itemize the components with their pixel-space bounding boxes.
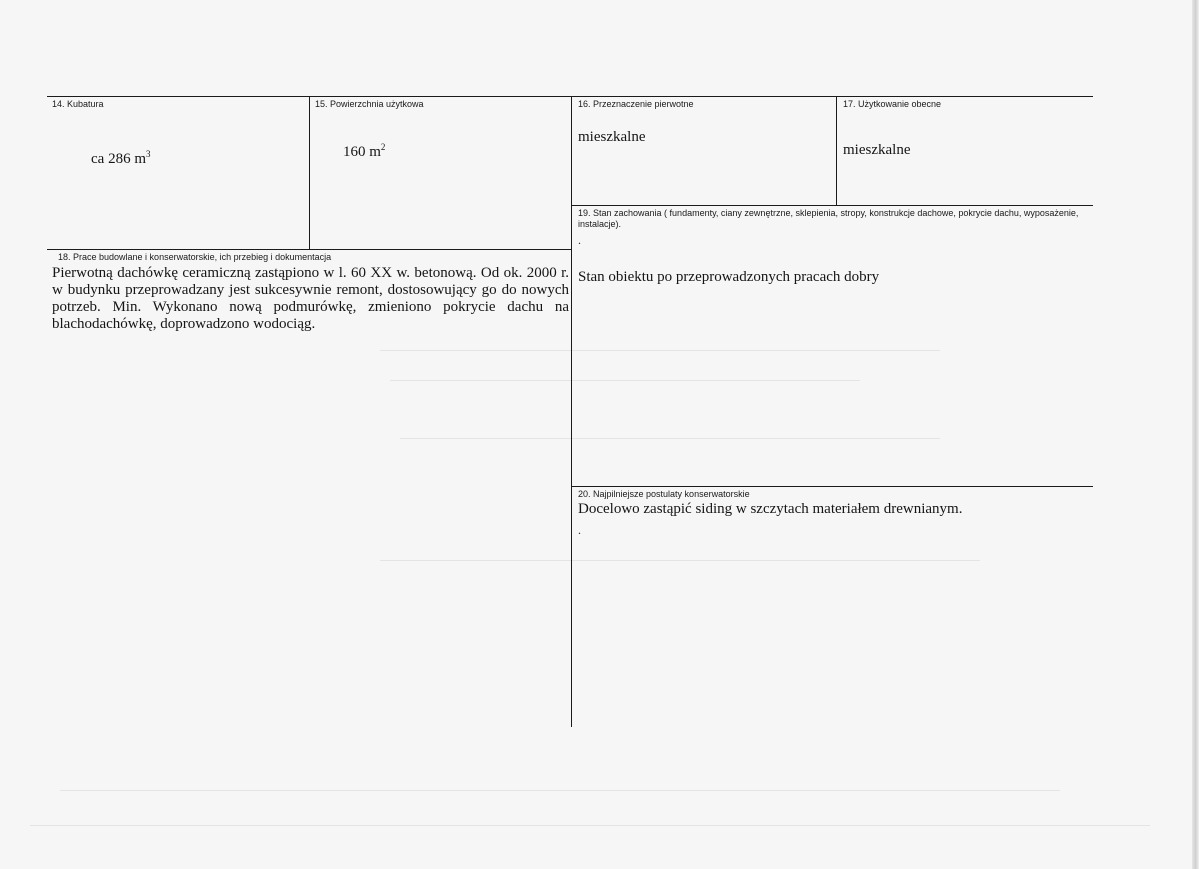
field-19-value: Stan obiektu po przeprowadzonych pracach dobry [578,269,880,285]
field-14-label: 14. Kubatura [52,99,104,109]
field-19-label: 19. Stan zachowania ( fundamenty, ciany zewnętrzne, sklepienia, stropy, konstrukcje dachowe, pokrycie dachu, wyposażenie, instalacje). [578,208,1079,229]
field-18-value: Pierwotną dachówkę ceramiczną zastąpiono w l. 60 XX w. betonową. Od ok. 2000 r. w budynku przeprowadzany jest sukcesywnie remont, dostosowujący go do nowych potrzeb. Min. Wykonano nową podmurówkę, zmieniono pokrycie dachu na blachodachówkę, doprowadzono wodociąg. [52,265,569,332]
rule-above-18 [47,249,571,250]
rule-above-19 [571,205,1093,206]
bleed-through [380,350,940,351]
field-20-marker: . [578,523,581,537]
field-17-value: mieszkalne [843,142,911,158]
field-19-marker: . [578,233,581,247]
scan-edge [1192,0,1199,869]
bleed-through [390,380,860,381]
bleed-through [380,560,980,561]
field-15-label: 15. Powierzchnia użytkowa [315,99,424,109]
rule-above-20 [571,486,1093,487]
bleed-through [400,438,940,439]
divider-14-15 [309,96,310,249]
field-18-label: 18. Prace budowlane i konserwatorskie, ich przebieg i dokumentacja [58,252,332,262]
bleed-through [60,790,1060,791]
field-16-value: mieszkalne [578,129,646,145]
divider-16-17 [836,96,837,205]
field-16-label: 16. Przeznaczenie pierwotne [578,99,694,109]
divider-center [571,96,572,727]
field-15-value: 160 $m^2$ [343,142,386,160]
field-20-value: Docelowo zastąpić siding w szczytach materiałem drewnianym. [578,501,963,517]
field-17-label: 17. Użytkowanie obecne [843,99,942,109]
form-top-rule [47,96,1093,97]
field-20-label: 20. Najpilniejsze postulaty konserwatorskie [578,489,750,499]
field-14-value: ca 286 $m^3$ [91,149,151,167]
bleed-through [30,825,1150,826]
